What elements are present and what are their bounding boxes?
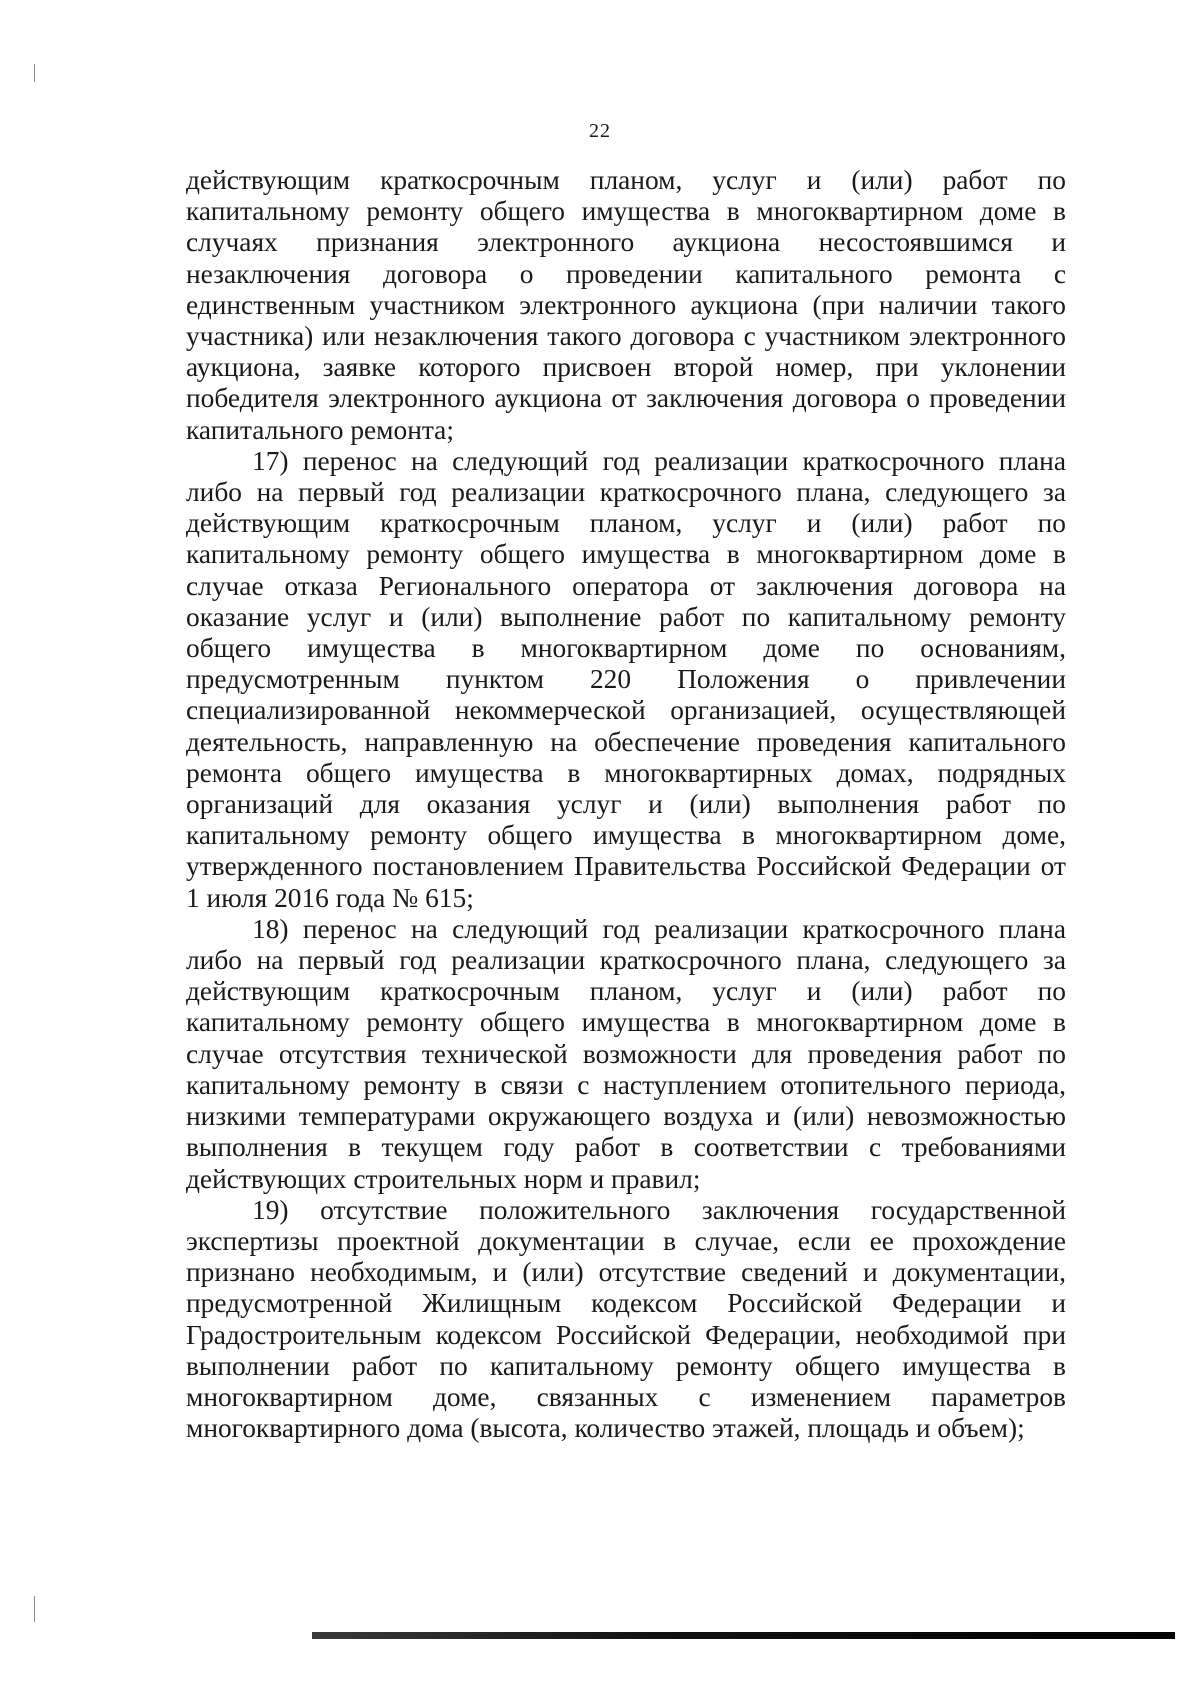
scan-artifact-top [34, 64, 35, 82]
document-body [186, 165, 1066, 1444]
footer-rule [312, 1632, 1175, 1639]
scan-artifact-bottom [34, 1596, 35, 1622]
paragraph-item-19: 19) отсутствие положительного заключения государственной экспертизы проектной документации в случае, если ее прохождение признано необходимым, и (или) отсутствие сведений и документации, предусмотренной Жилищным кодексом Российской Федерации и Градостроительным кодексом Российской Федерации, необходимой при выполнении работ по капитальному ремонту общего имущества в многоквартирном доме, связанных с изменением параметров многоквартирного дома (высота, количество этажей, площадь и объем); [186, 1194, 1066, 1444]
paragraph-item-18: 18) перенос на следующий год реализации краткосрочного плана либо на первый год реализации краткосрочного плана, следующего за действующим краткосрочным планом, услуг и (или) работ по капитальному ремонту общего имущества в многоквартирном доме в случае отсутствия технической возможности для проведения работ по капитальному ремонту в связи с наступлением отопительного периода, низкими температурами окружающего воздуха и (или) невозможностью выполнения в текущем году работ в соответствии с требованиями действующих строительных норм и правил; [186, 913, 1066, 1194]
paragraph-continuation: действующим краткосрочным планом, услуг и (или) работ по капитальному ремонту общего имущества в многоквартирном доме в случаях признания электронного аукциона несостоявшимся и незаключения договора о проведении капитального ремонта с единственным участником электронного аукциона (при наличии такого участника) или незаключения такого договора с участником электронного аукциона, заявке которого присвоен второй номер, при уклонении победителя электронного аукциона от заключения договора о проведении капитального ремонта; [186, 165, 1066, 445]
page-number: 22 [589, 120, 611, 142]
paragraph-item-17: 17) перенос на следующий год реализации краткосрочного плана либо на первый год реализации краткосрочного плана, следующего за действующим краткосрочным планом, услуг и (или) работ по капитальному ремонту общего имущества в многоквартирном доме в случае отказа Регионального оператора от заключения договора на оказание услуг и (или) выполнение работ по капитальному ремонту общего имущества в многоквартирном доме по основаниям, предусмотренным пунктом 220 Положения о привлечении специализированной некоммерческой организацией, осуществляющей деятельность, направленную на обеспечение проведения капитального ремонта общего имущества в многоквартирных домах, подрядных организаций для оказания услуг и (или) выполнения работ по капитальному ремонту общего имущества в многоквартирном доме, утвержденного постановлением Правительства Российской Федерации от 1 июля 2016 года № 615; [186, 445, 1066, 913]
